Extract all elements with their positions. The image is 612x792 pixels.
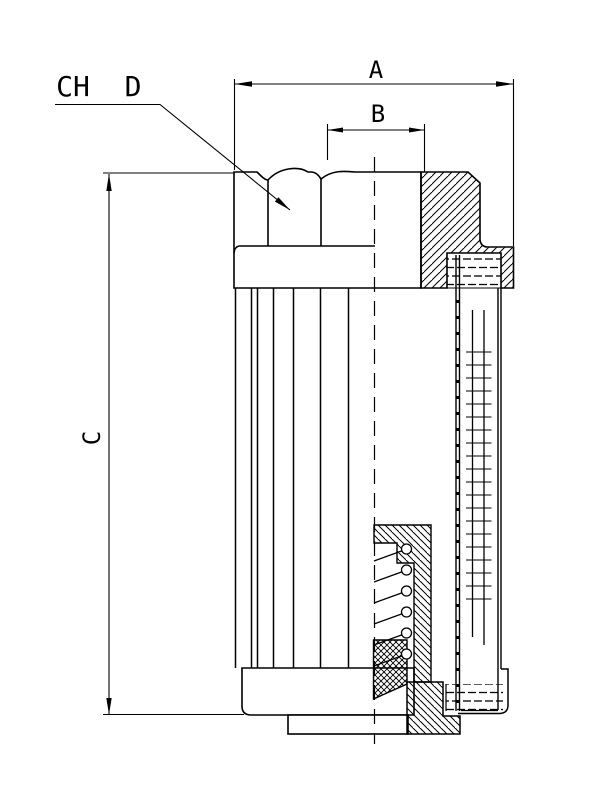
mesh-grid [466, 340, 492, 602]
dim-b-label: B [370, 100, 386, 128]
hex-head-outline [234, 168, 421, 288]
bottom-seal [446, 684, 503, 711]
hex-head-front [234, 168, 421, 288]
wrench-size-label: CH [56, 70, 90, 103]
bottom-cap-step [288, 715, 408, 734]
dim-c-label: C [78, 430, 106, 446]
top-seal-pocket [447, 253, 501, 288]
diameter-label: D [124, 70, 142, 103]
dim-a-label: A [368, 56, 384, 84]
